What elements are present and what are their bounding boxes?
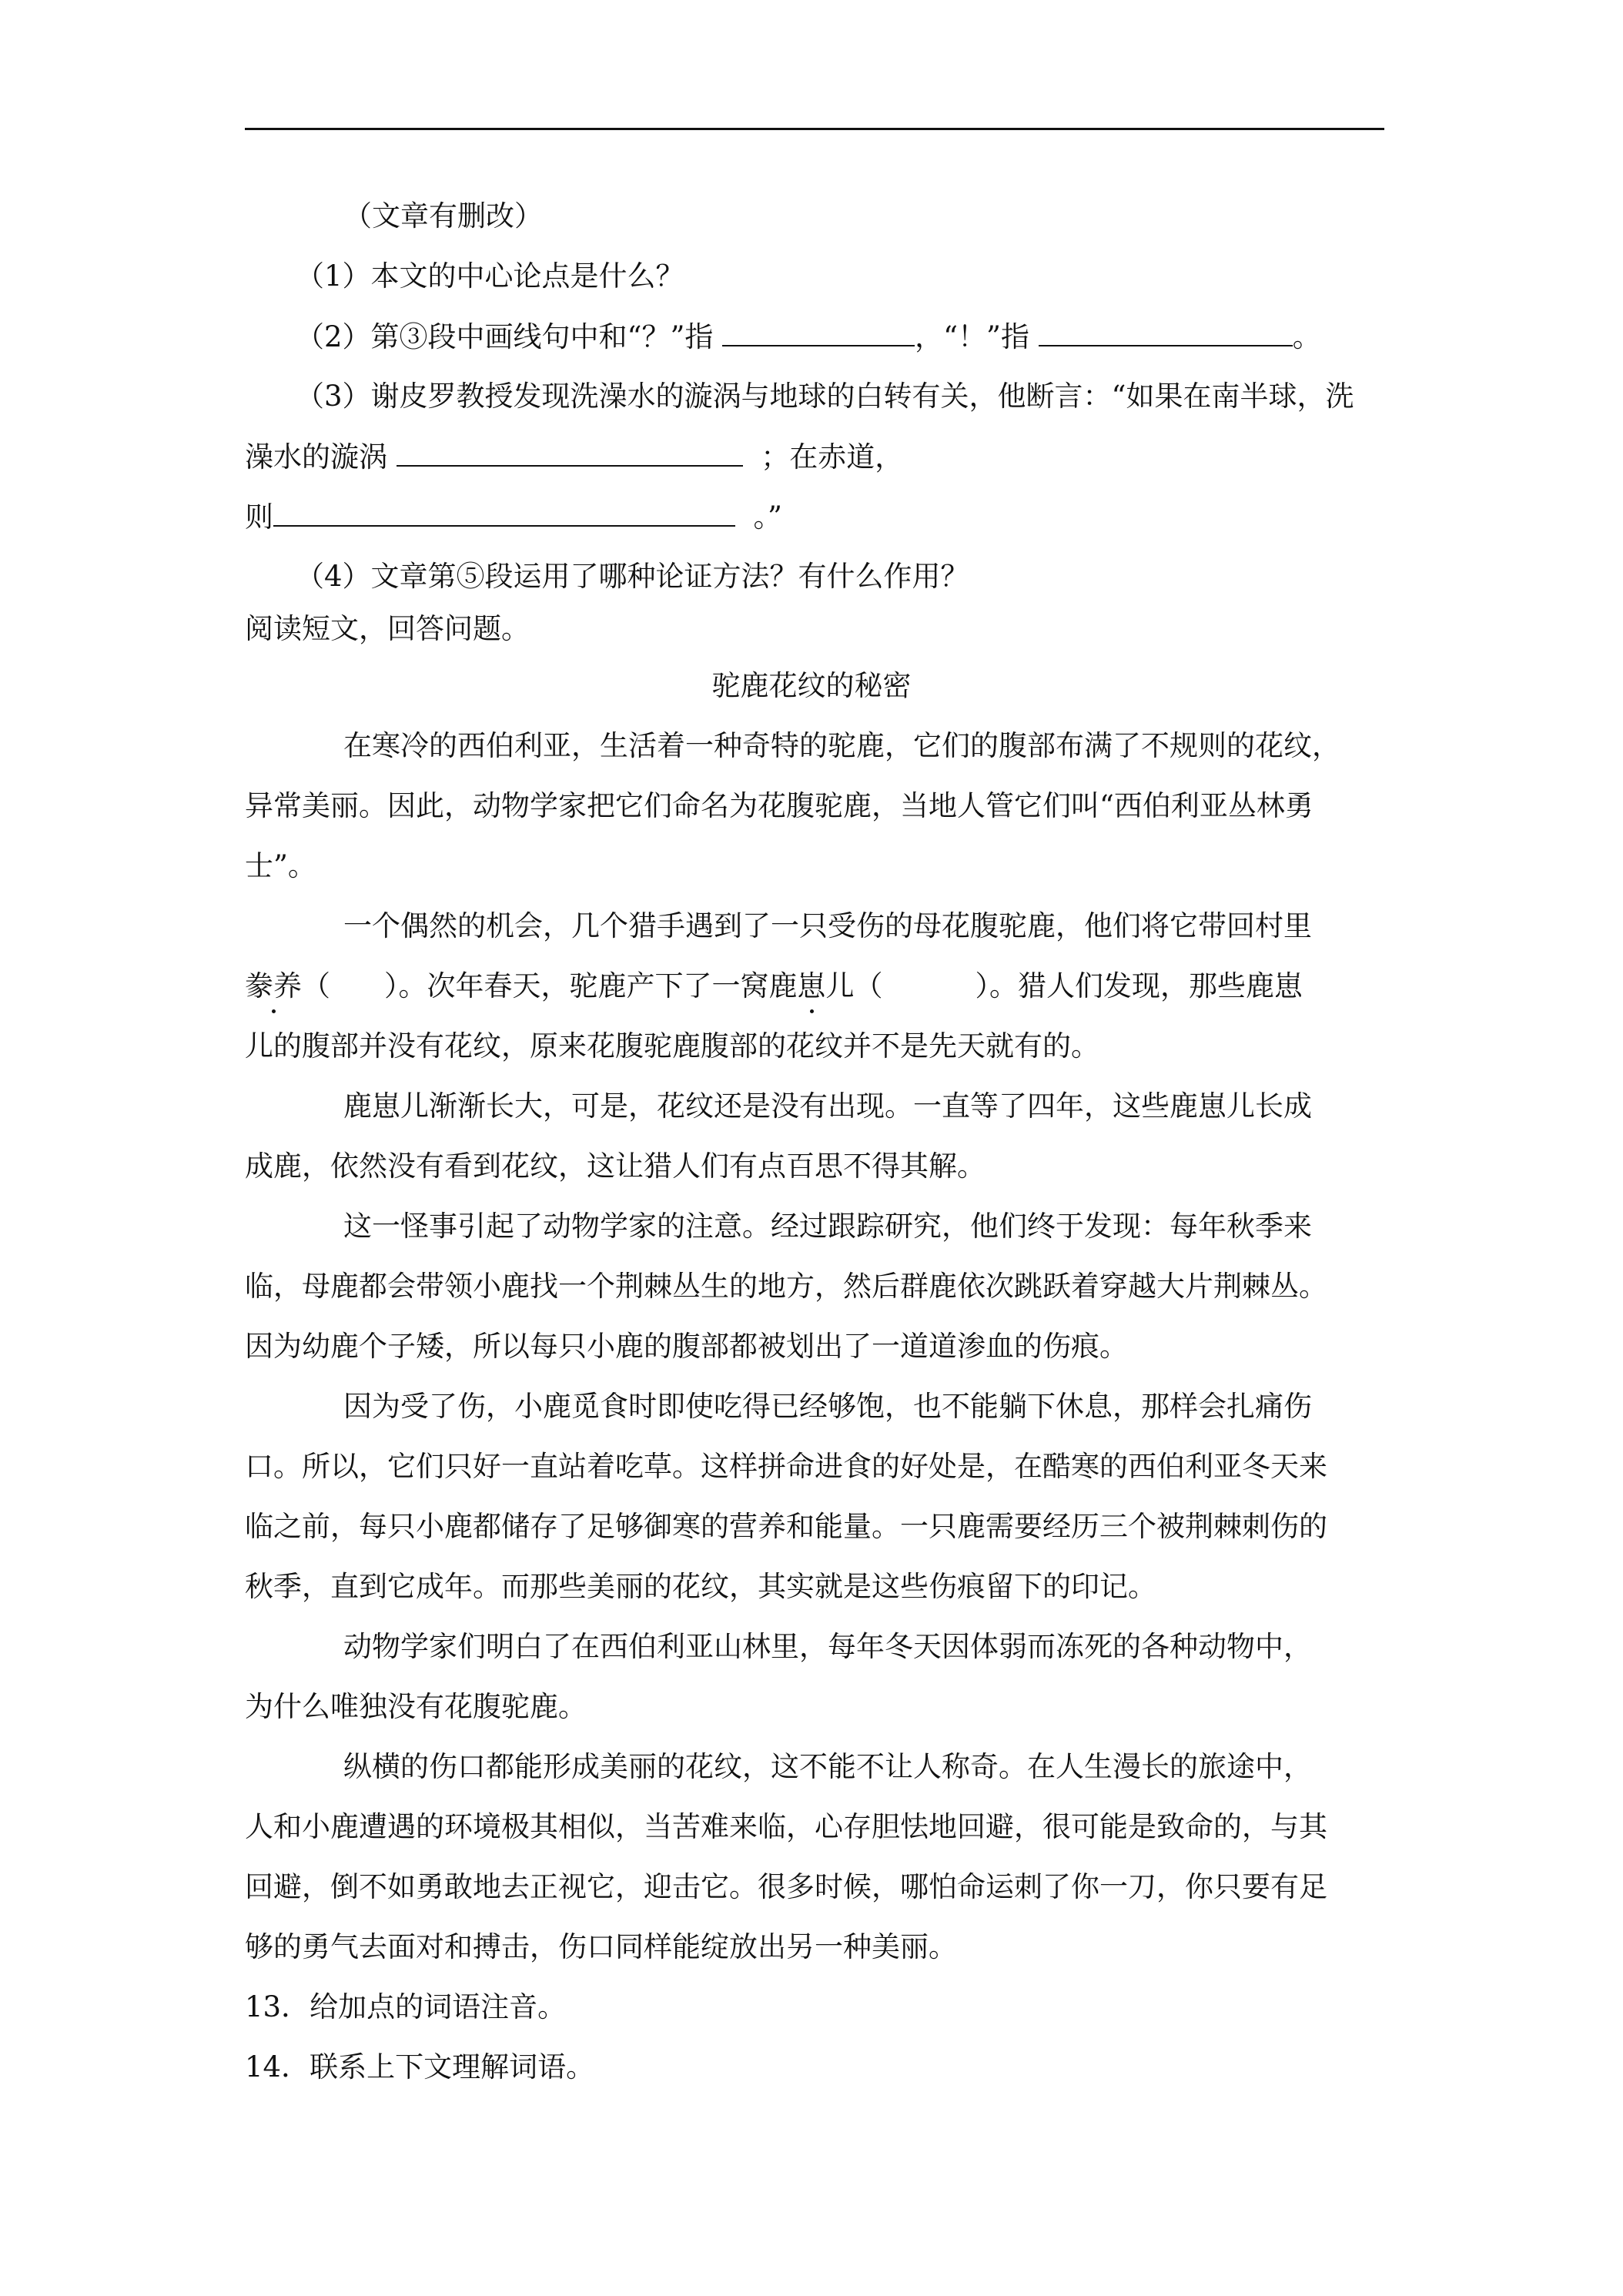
- dotted-word: 豢养: [245, 969, 302, 1002]
- question-3-text-c: ；在赤道，: [761, 440, 904, 474]
- article-line: 这一怪事引起了动物学家的注意。经过跟踪研究，他们终于发现：每年秋季来: [343, 1210, 1312, 1243]
- question-3-line-1: （3）谢皮罗教授发现洗澡水的漩涡与地球的白转有关，他断言：“如果在南半球，洗: [296, 380, 1354, 413]
- article-line: 回避，倒不如勇敢地去正视它，迎击它。很多时候，哪怕命运刺了你一刀，你只要有足: [245, 1870, 1327, 1903]
- question-3-text-d: 则: [245, 500, 273, 534]
- question-1: （1）本文的中心论点是什么？: [296, 259, 684, 293]
- answer-blank[interactable]: [273, 502, 735, 527]
- reading-instruction: 阅读短文，回答问题。: [245, 612, 530, 645]
- answer-blank[interactable]: [722, 322, 915, 346]
- article-line: 口。所以，它们只好一直站着吃草。这样拼命进食的好处是，在酷寒的西伯利亚冬天来: [245, 1450, 1327, 1483]
- header-rule: [245, 128, 1384, 130]
- question-3-line-3: [245, 500, 782, 534]
- article-title: 驼鹿花纹的秘密: [711, 669, 912, 702]
- article-text: ）。猎人们发现，那些鹿崽: [975, 969, 1303, 1002]
- article-line: 异常美丽。因此，动物学家把它们命名为花腹驼鹿，当地人管它们叫“西伯利亚丛林勇: [245, 789, 1313, 822]
- dotted-word: 鹿崽儿: [768, 969, 855, 1002]
- question-13: 13．给加点的词语注音。: [245, 1990, 567, 2023]
- article-line: 纵横的伤口都能形成美丽的花纹，这不能不让人称奇。在人生漫长的旅途中，: [343, 1750, 1312, 1783]
- article-line: 成鹿，依然没有看到花纹，这让猎人们有点百思不得其解。: [245, 1150, 986, 1183]
- question-4: （4）文章第⑤段运用了哪种论证方法？有什么作用？: [296, 560, 969, 593]
- question-3-text-b: 澡水的漩涡: [245, 440, 387, 474]
- article-line: 因为幼鹿个子矮，所以每只小鹿的腹部都被划出了一道道渗血的伤痕。: [245, 1330, 1128, 1363]
- article-line: 动物学家们明白了在西伯利亚山林里，每年冬天因体弱而冻死的各种动物中，: [343, 1630, 1312, 1663]
- paren-open: （: [302, 969, 330, 1002]
- answer-blank[interactable]: [1039, 322, 1293, 346]
- question-2-text-c: 。: [1292, 320, 1321, 353]
- article-line: 临之前，每只小鹿都储存了足够御寒的营养和能量。一只鹿需要经历三个被荆棘刺伤的: [245, 1510, 1327, 1543]
- deletion-note: （文章有删改）: [343, 199, 543, 233]
- article-line: 儿的腹部并没有花纹，原来花腹驼鹿腹部的花纹并不是先天就有的。: [245, 1029, 1099, 1063]
- article-line-with-dotted-words: [245, 969, 1303, 1002]
- question-3-line-2: [245, 440, 904, 474]
- article-line: 人和小鹿遭遇的环境极其相似，当苦难来临，心存胆怯地回避，很可能是致命的，与其: [245, 1810, 1327, 1843]
- question-2-text-b: ，“！”指: [915, 320, 1029, 353]
- article-line: 士”。: [245, 849, 316, 882]
- article-line: 一个偶然的机会，几个猎手遇到了一只受伤的母花腹驼鹿，他们将它带回村里: [343, 909, 1312, 942]
- question-2: [296, 322, 1321, 351]
- article-line: 因为受了伤，小鹿觅食时即使吃得已经够饱，也不能躺下休息，那样会扎痛伤: [343, 1390, 1312, 1423]
- article-line: 够的勇气去面对和搏击，伤口同样能绽放出另一种美丽。: [245, 1930, 957, 1963]
- question-2-text-a: （2）第③段中画线句中和“？”指: [296, 320, 714, 353]
- answer-blank[interactable]: [397, 442, 743, 467]
- question-3-text-e: 。”: [753, 500, 782, 534]
- article-text: ）。次年春天，驼鹿产下了一窝: [384, 969, 769, 1002]
- article-line: 秋季，直到它成年。而那些美丽的花纹，其实就是这些伤痕留下的印记。: [245, 1570, 1156, 1603]
- article-line: 鹿崽儿渐渐长大，可是，花纹还是没有出现。一直等了四年，这些鹿崽儿长成: [343, 1089, 1312, 1123]
- question-14: 14．联系上下文理解词语。: [245, 2050, 595, 2083]
- article-line: 在寒冷的西伯利亚，生活着一种奇特的驼鹿，它们的腹部布满了不规则的花纹，: [343, 729, 1340, 762]
- paren-open: （: [854, 969, 883, 1002]
- article-line: 为什么唯独没有花腹驼鹿。: [245, 1690, 587, 1723]
- article-line: 临，母鹿都会带领小鹿找一个荆棘丛生的地方，然后群鹿依次跳跃着穿越大片荆棘丛。: [245, 1270, 1327, 1303]
